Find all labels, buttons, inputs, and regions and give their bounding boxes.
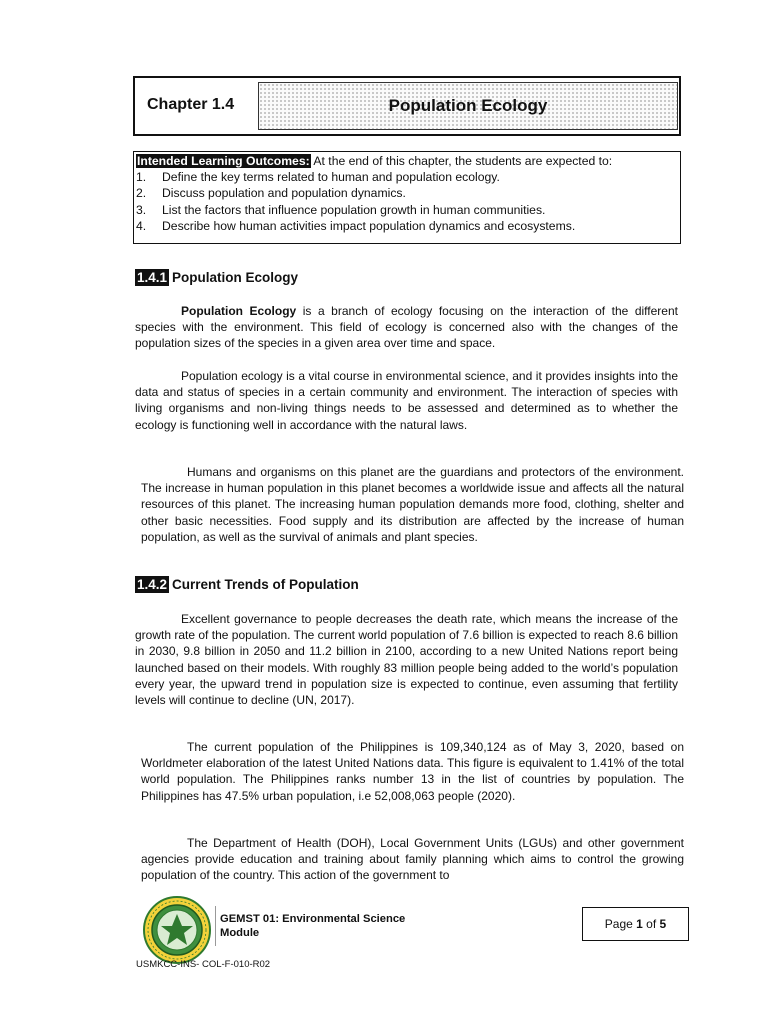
learning-outcomes-badge: Intended Learning Outcomes: [137, 154, 310, 168]
chapter-header [133, 76, 681, 136]
outcome-text: Describe how human activities impact population dynamics and ecosystems. [162, 218, 576, 233]
section-number: 1.4.2 [137, 577, 168, 592]
paragraph: Population ecology is a vital course in environmental science, and it provides insights into the data and status of species in a certain community and environment. The interaction of species with living organisms and non-living things needs to be assessed and determined as to whether the ecology is functioning well in accordance with the natural laws. [135, 369, 678, 432]
paragraph: Humans and organisms on this planet are the guardians and protectors of the environment. The increase in human population in this planet becomes a worldwide issue and affects all the natural resources of this planet. The increasing human population demands more food, clothing, shelter and other basic necessities. Food supply and its distribution are affected by the increase of human population, as well as the survival of animals and plant species. [141, 465, 684, 544]
section-title: Current Trends of Population [172, 577, 359, 592]
outcome-text: Define the key terms related to human and population ecology. [162, 170, 500, 185]
section-heading-current-trends [135, 577, 359, 592]
page-indicator [582, 907, 689, 941]
paragraph [135, 303, 678, 352]
outcome-text: List the factors that influence population growth in human communities. [162, 202, 546, 217]
learning-outcome-item [136, 202, 678, 218]
section-number: 1.4.1 [137, 270, 168, 285]
learning-outcomes-intro [136, 153, 678, 169]
university-seal-icon [143, 896, 211, 964]
course-name: GEMST 01: Environmental Science [220, 913, 406, 925]
page-total: 5 [659, 917, 667, 931]
outcome-text: Discuss population and population dynamics. [162, 186, 406, 201]
outcome-number: 4. [136, 218, 147, 233]
learning-outcome-item [136, 185, 678, 201]
paragraph: The current population of the Philippines is 109,340,124 as of May 3, 2020, based on Worldmeter elaboration of the latest United Nations data. This figure is equivalent to 1.41% of the total world population. The Philippines ranks number 13 in the list of countries by population. The Philippines has 47.5% urban population, i.e 52,008,063 people (2020). [141, 740, 684, 803]
paragraph-term: Population Ecology [181, 304, 297, 318]
section-title: Population Ecology [172, 270, 299, 285]
outcome-number: 1. [136, 170, 147, 185]
footer-divider [215, 906, 216, 946]
course-title [220, 912, 405, 940]
section-heading-population-ecology [135, 270, 298, 285]
page-current: 1 [636, 917, 643, 931]
form-code: USMKCC-INS- COL-F-010-R02 [136, 959, 271, 970]
outcome-number: 2. [136, 186, 147, 201]
paragraph: The Department of Health (DOH), Local Government Units (LGUs) and other government agencies provide education and training about family planning which aims to control the growing population of the country. This action of the government to [141, 836, 684, 883]
learning-outcomes-box [133, 151, 681, 244]
course-type: Module [220, 927, 260, 939]
paragraph-text: is a branch of ecology focusing on the interaction of the different species with the environment. This field of ecology is concerned also with the changes of the population sizes of the species in a given area over time and space. [135, 304, 678, 351]
learning-outcomes-intro-text: At the end of this chapter, the students are expected to: [310, 154, 613, 168]
page-prefix: Page [604, 917, 633, 931]
learning-outcome-item [136, 169, 678, 185]
chapter-label: Chapter 1.4 [147, 96, 235, 113]
chapter-title: Population Ecology [258, 82, 678, 130]
outcome-number: 3. [136, 202, 147, 217]
page-of: of [646, 917, 657, 931]
paragraph: Excellent governance to people decreases the death rate, which means the increase of the growth rate of the population. The current world population of 7.6 billion is expected to reach 8.6 billion in 2030, 9.8 billion in 2050 and 11.2 billion in 2100, according to a new United Nations report being launched based on their models. With roughly 83 million people being added to the world’s population every year, the upward trend in population size is expected to continue, even assuming that fertility levels will continue to decline (UN, 2017). [135, 612, 678, 708]
learning-outcome-item [136, 218, 678, 234]
